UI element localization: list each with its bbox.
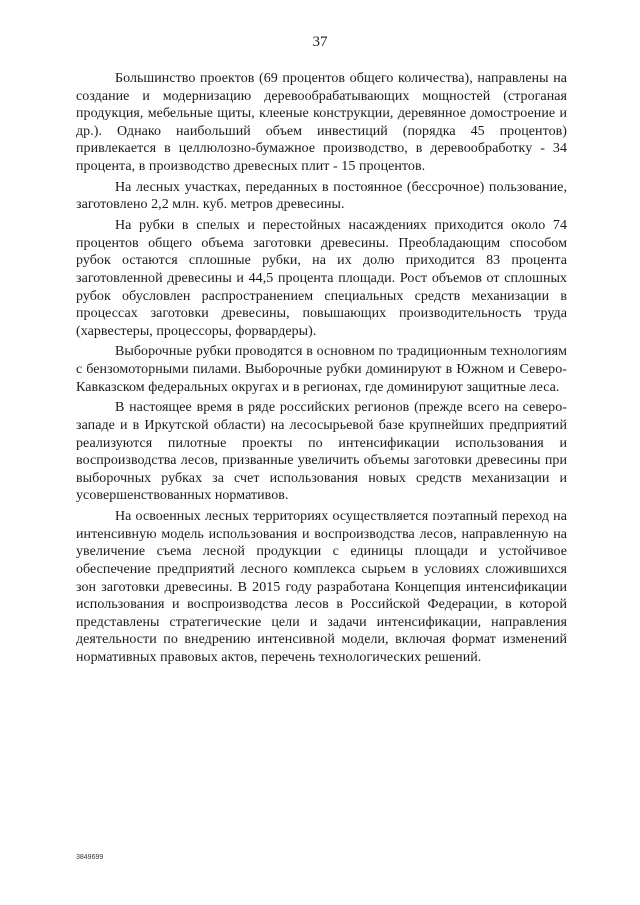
paragraph-pilot-projects: В настоящее время в ряде российских регионов (прежде всего на северо-западе и в Иркутской области) на лесосырьевой базе крупнейших предприятий реализуются пилотные проекты по интенсификации использования и воспроизводства лесов, призванные увеличить объемы заготовки древесины при выборочных рубках за счет использования новых средств механизации и усовершенствованных нормативов. bbox=[76, 400, 567, 504]
paragraph-investment-projects: Большинство проектов (69 процентов общего количества), направлены на создание и модернизацию деревообрабатывающих мощностей (строганая продукция, мебельные щиты, клееные конструкции, деревянное домостроение и др.). Однако наибольший объем инвестиций (порядка 45 процентов) привлекается в целлюлозно-бумажное производство, в деревообработку - 34 процента, в производство древесных плит - 15 процентов. bbox=[76, 71, 567, 174]
paragraph-intensification-concept: На освоенных лесных территориях осуществляется поэтапный переход на интенсивную модель использования и воспроизводства лесов, направленную на увеличение съема лесной продукции с единицы площади и устойчивое обеспечение предприятий лесного комплекса сырьем в условиях сложившихся зон заготовки древесины. В 2015 году разработана Концепция интенсификации использования и воспроизводства лесов в Российской Федерации, в которой представлены стратегические цели и задачи интенсификации, направления деятельности по внедрению интенсивной модели, включая формат изменений нормативных правовых актов, перечень технологических решений. bbox=[76, 509, 567, 665]
paragraph-permanent-use-harvest: На лесных участках, переданных в постоянное (бессрочное) пользование, заготовлено 2,2 млн. куб. метров древесины. bbox=[76, 179, 567, 213]
document-body bbox=[76, 70, 567, 670]
paragraph-selective-felling: Выборочные рубки проводятся в основном по традиционным технологиям с бензомоторными пилами. Выборочные рубки доминируют в Южном и Северо-Кавказском федеральных округах и в регионах, где доминируют защитные леса. bbox=[76, 344, 567, 395]
paragraph-mature-stands-felling: На рубки в спелых и перестойных насаждениях приходится около 74 процентов общего объема заготовки древесины. Преобладающим способом рубок остаются сплошные рубки, на их долю приходится 83 процента заготовленной древесины и 44,5 процента площади. Рост объемов от сплошных рубок обусловлен распространением специальных средств механизации в процессах заготовки древесины, повышающих производительность труда (харвестеры, процессоры, форвардеры). bbox=[76, 218, 567, 339]
document-code: 3849699 bbox=[76, 854, 104, 861]
page-number: 37 bbox=[312, 34, 328, 50]
